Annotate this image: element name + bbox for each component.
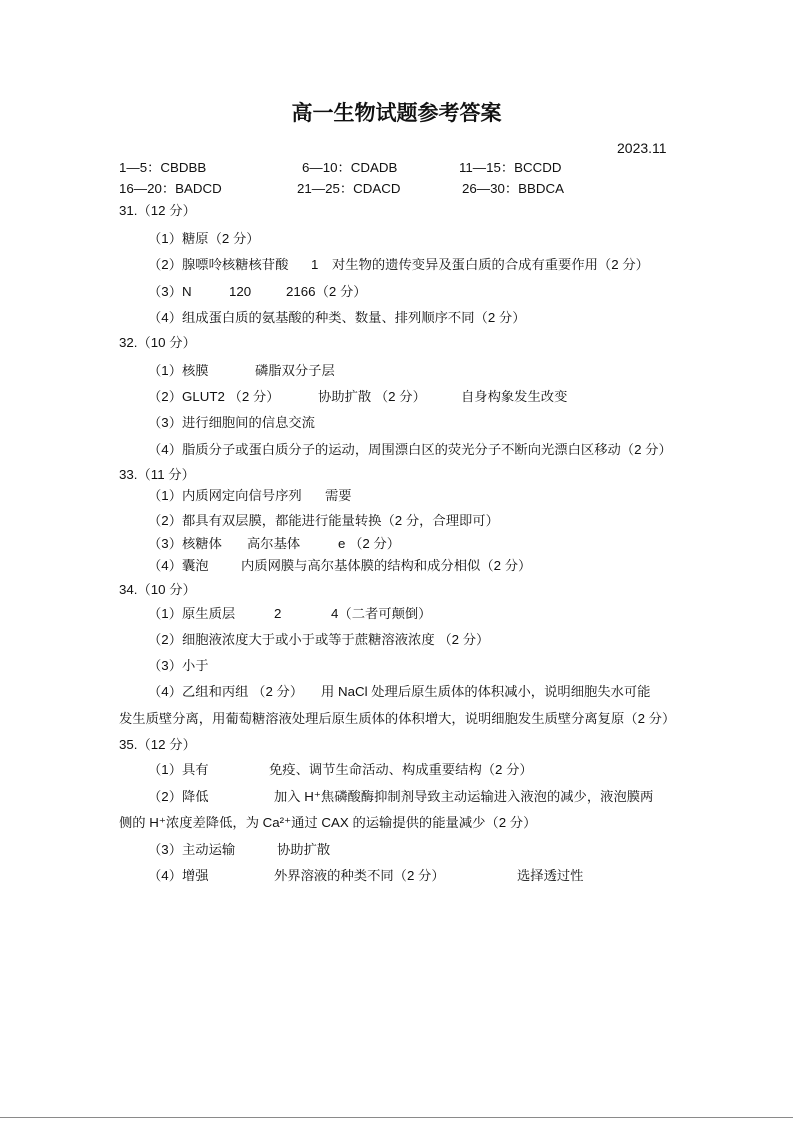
page-bottom-divider <box>0 1117 793 1118</box>
answer-text: 磷脂双分子层 <box>255 363 335 378</box>
mc-answers-row <box>0 159 793 177</box>
answer-text: （2）都具有双层膜，都能进行能量转换（2 分，合理即可） <box>148 513 499 528</box>
q33-part2 <box>0 512 793 530</box>
answer-text: （3）核糖体 <box>148 536 222 551</box>
q35-part2-continued <box>0 814 793 832</box>
answer-text: （2）细胞液浓度大于或小于或等于蔗糖溶液浓度 （2 分） <box>148 632 490 647</box>
q34-part4-continued <box>0 710 793 728</box>
answer-text: 发生质壁分离，用葡萄糖溶液处理后原生质体的体积增大，说明细胞发生质壁分离复原（2 分） <box>119 711 676 726</box>
answer-text: 120 <box>229 284 252 299</box>
q31-part3 <box>0 283 793 301</box>
answer-text: e （2 分） <box>338 536 401 551</box>
answer-text: 协助扩散 （2 分） <box>318 389 426 404</box>
q33-part4 <box>0 557 793 575</box>
q34-part4 <box>0 683 793 701</box>
q35-part4 <box>0 867 793 885</box>
answer-text: 用 NaCl 处理后原生质体的体积减小，说明细胞失水可能 <box>321 684 651 699</box>
answer-text: 侧的 H⁺浓度差降低，为 Ca²⁺通过 CAX 的运输提供的能量减少（2 分） <box>119 815 537 830</box>
answer-text: 4（二者可颠倒） <box>331 606 432 621</box>
q35-part3 <box>0 841 793 859</box>
question-35-heading: 35.（12 分） <box>119 737 196 752</box>
answer-text: （3）N <box>148 284 192 299</box>
exam-date: 2023.11 <box>617 140 667 156</box>
answer-text: （1）内质网定向信号序列 <box>148 488 302 503</box>
question-34-heading: 34.（10 分） <box>119 582 196 597</box>
answer-text: （4）增强 <box>148 868 209 883</box>
mc-answer-group: 26—30：BBDCA <box>462 181 564 196</box>
answer-text: 免疫、调节生命活动、构成重要结构（2 分） <box>269 762 533 777</box>
q34-part2 <box>0 631 793 649</box>
q35-part2 <box>0 788 793 806</box>
answer-text: 内质网膜与高尔基体膜的结构和成分相似（2 分） <box>241 558 532 573</box>
question-31-heading: 31.（12 分） <box>119 203 196 218</box>
answer-text: 高尔基体 <box>247 536 301 551</box>
mc-answers-row <box>0 180 793 198</box>
answer-text: 需要 <box>325 488 352 503</box>
answer-text: （4）乙组和丙组 （2 分） <box>148 684 304 699</box>
q33-part3 <box>0 535 793 553</box>
answer-text: （3）进行细胞间的信息交流 <box>148 415 315 430</box>
answer-text: （2）腺嘌呤核糖核苷酸 <box>148 257 289 272</box>
answer-text: （2）GLUT2 （2 分） <box>148 389 280 404</box>
answer-text: （1）糖原（2 分） <box>148 231 260 246</box>
page-title: 高一生物试题参考答案 <box>291 101 502 125</box>
q33-part1 <box>0 487 793 505</box>
answer-text: 自身构象发生改变 <box>461 389 568 404</box>
answer-text: 2166（2 分） <box>286 284 367 299</box>
answer-text: （2）降低 <box>148 789 209 804</box>
q35-part1 <box>0 761 793 779</box>
mc-answer-group: 21—25：CDACD <box>297 181 401 196</box>
answer-text: 协助扩散 <box>277 842 331 857</box>
q32-part1 <box>0 362 793 380</box>
q31-part1 <box>0 230 793 248</box>
mc-answer-group: 16—20：BADCD <box>119 181 222 196</box>
q32-part4 <box>0 441 793 459</box>
mc-answer-group: 1—5：CBDBB <box>119 160 207 175</box>
answer-text: （4）组成蛋白质的氨基酸的种类、数量、排列顺序不同（2 分） <box>148 310 526 325</box>
answer-text: （4）囊泡 <box>148 558 209 573</box>
answer-text: 外界溶液的种类不同（2 分） <box>274 868 445 883</box>
q34-part1 <box>0 605 793 623</box>
answer-text: 选择透过性 <box>517 868 584 883</box>
answer-text: （4）脂质分子或蛋白质分子的运动，周围漂白区的荧光分子不断向光漂白区移动（2 分） <box>148 442 672 457</box>
answer-text: （3）主动运输 <box>148 842 236 857</box>
mc-answer-group: 11—15：BCCDD <box>459 160 562 175</box>
answer-text: （1）原生质层 <box>148 606 236 621</box>
question-32-heading: 32.（10 分） <box>119 335 196 350</box>
answer-text: （3）小于 <box>148 658 209 673</box>
q31-part2 <box>0 256 793 274</box>
answer-text: 1 <box>311 257 319 272</box>
q31-part4 <box>0 309 793 327</box>
answer-text: 2 <box>274 606 282 621</box>
question-33-heading: 33.（11 分） <box>119 467 195 482</box>
answer-text: （1）核膜 <box>148 363 209 378</box>
q32-part2 <box>0 388 793 406</box>
q32-part3 <box>0 414 793 432</box>
q34-part3 <box>0 657 793 675</box>
answer-text: 对生物的遗传变异及蛋白质的合成有重要作用（2 分） <box>332 257 649 272</box>
mc-answer-group: 6—10：CDADB <box>302 160 398 175</box>
answer-text: （1）具有 <box>148 762 209 777</box>
answer-text: 加入 H⁺焦磷酸酶抑制剂导致主动运输进入液泡的减少，液泡膜两 <box>274 789 654 804</box>
